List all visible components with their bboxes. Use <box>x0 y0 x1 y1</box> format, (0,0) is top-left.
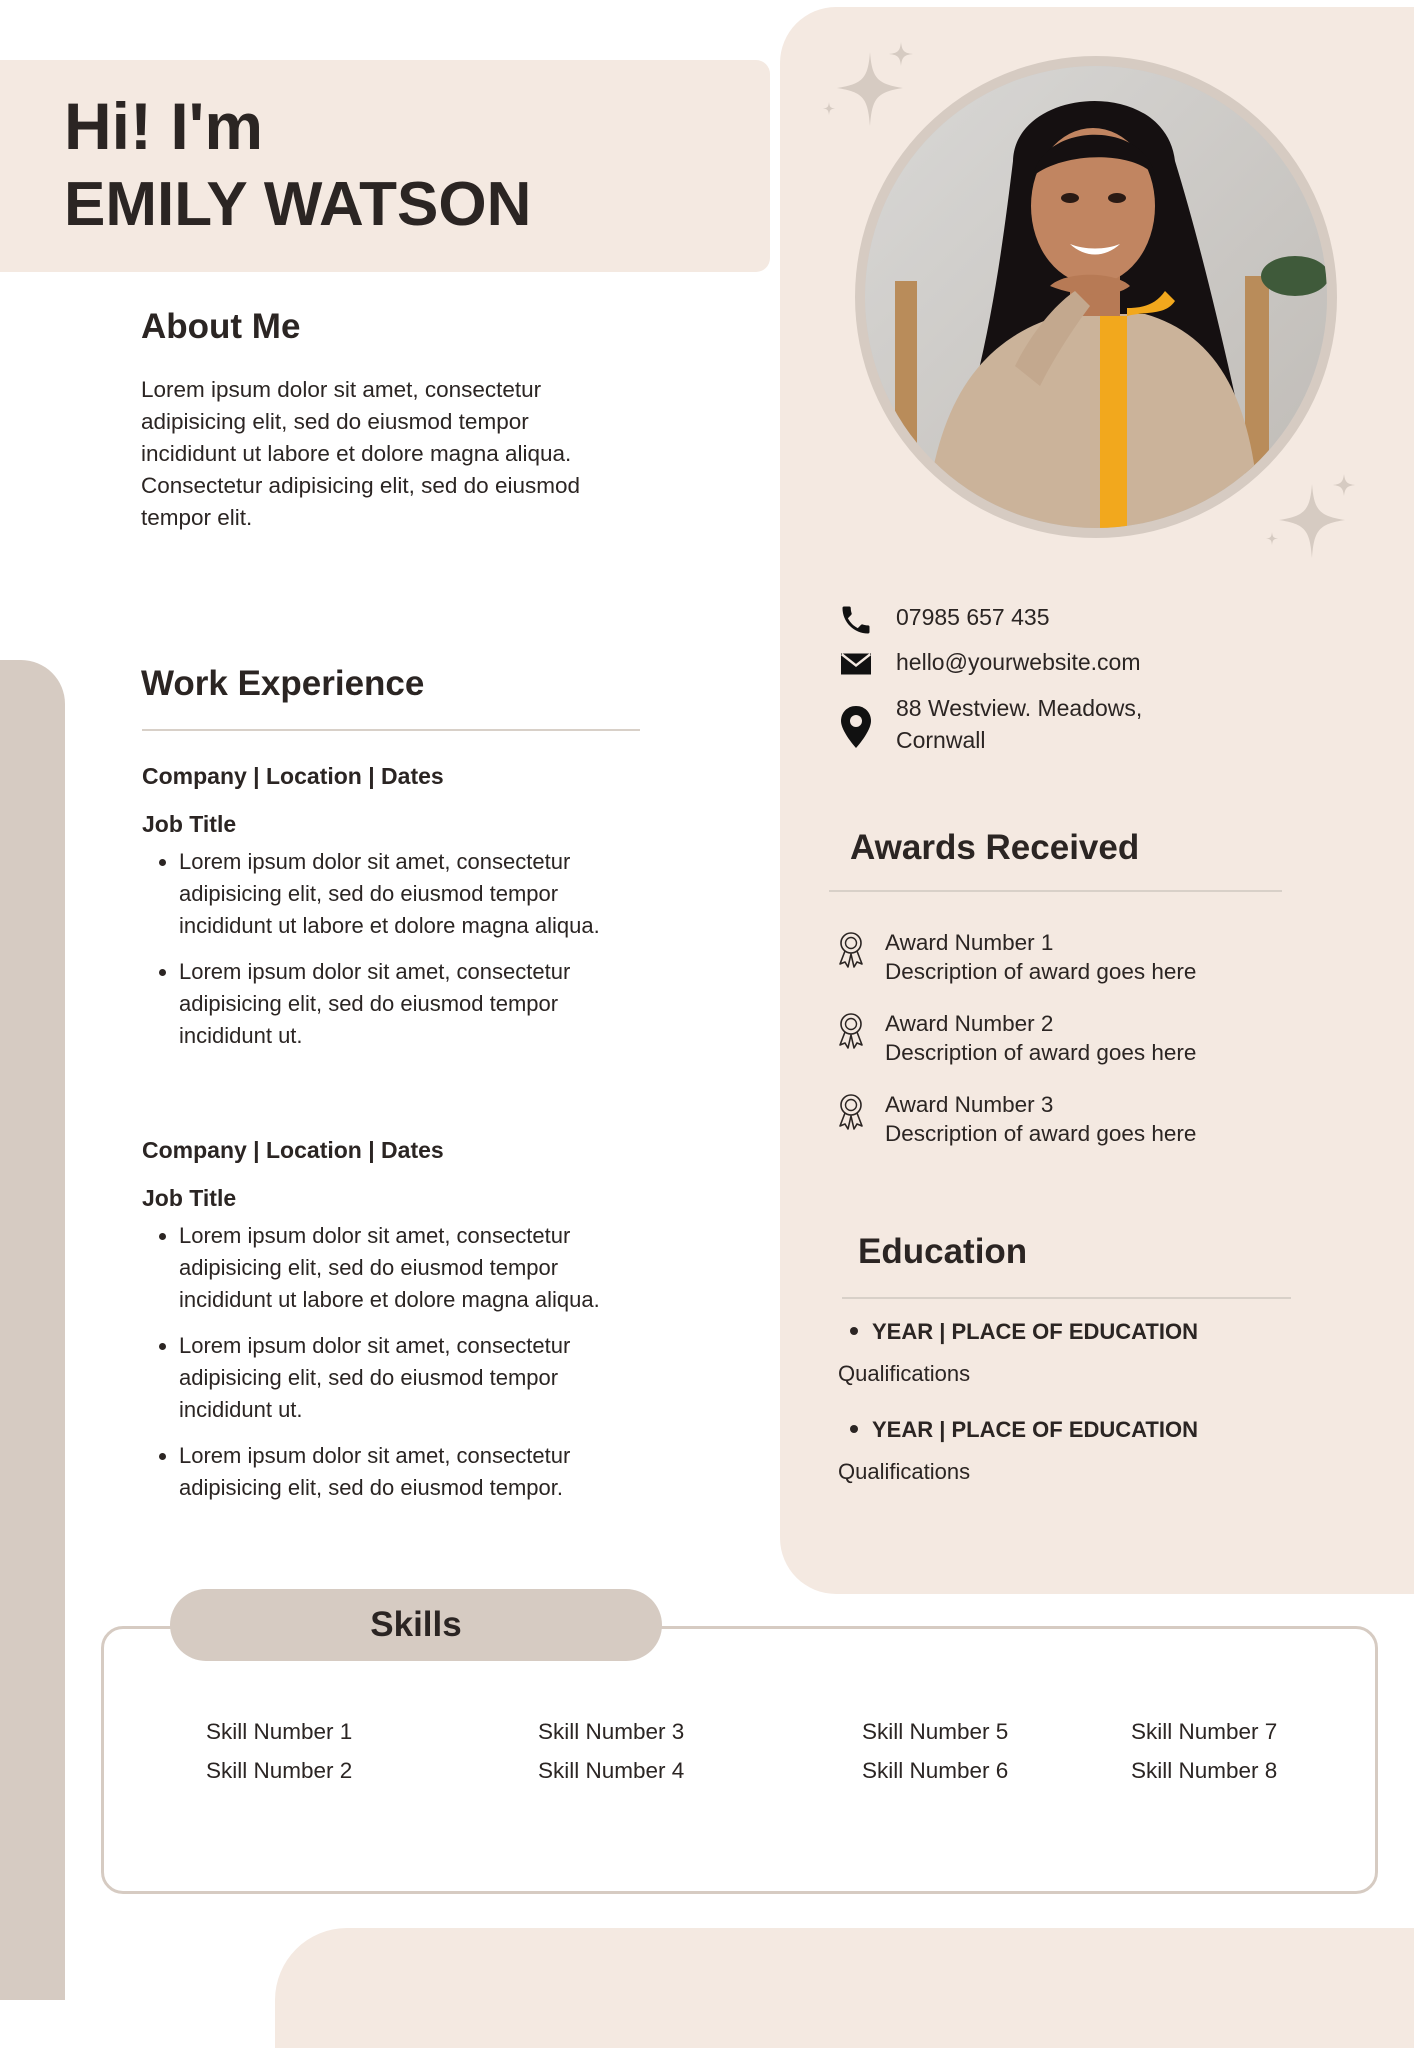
award-name: Award Number 1 <box>885 930 1054 955</box>
left-accent-bar <box>0 660 65 2000</box>
work-divider <box>142 729 640 731</box>
job-header: Company | Location | Dates <box>142 763 444 789</box>
education-heading: YEAR | PLACE OF EDUCATION <box>872 1417 1198 1442</box>
skill-item: Skill Number 7 <box>1131 1719 1278 1744</box>
contact-phone: 07985 657 435 <box>896 604 1050 630</box>
skill-item: Skill Number 4 <box>538 1758 685 1783</box>
job-entry-2 <box>142 1134 642 1518</box>
award-description: Description of award goes here <box>885 959 1197 984</box>
job-bullet: • Lorem ipsum dolor sit amet, consectetur adipisicing elit, sed do eiusmod tempor incididunt ut. <box>179 1330 642 1426</box>
award-name: Award Number 2 <box>885 1011 1054 1036</box>
award-description: Description of award goes here <box>885 1121 1197 1146</box>
award-ribbon-icon <box>836 1092 866 1132</box>
awards-divider <box>829 890 1282 892</box>
job-bullet: • Lorem ipsum dolor sit amet, consectetur adipisicing elit, sed do eiusmod tempor. <box>179 1440 642 1504</box>
bullet-dot <box>850 1425 858 1433</box>
contact-email: hello@yourwebsite.com <box>896 649 1141 675</box>
sparkle-icon <box>1255 470 1365 570</box>
contact-address-line2: Cornwall <box>896 727 986 753</box>
contact-address-line1: 88 Westview. Meadows, <box>896 695 1143 721</box>
education-qualification: Qualifications <box>838 1361 971 1386</box>
award-ribbon-icon <box>836 1011 866 1051</box>
education-item-1 <box>838 1316 1198 1390</box>
skill-item: Skill Number 2 <box>206 1758 353 1783</box>
email-icon <box>838 646 874 682</box>
work-experience-title: Work Experience <box>141 664 425 703</box>
bottom-accent-shape <box>275 1928 1414 2048</box>
job-entry-1 <box>142 760 642 1066</box>
skill-item: Skill Number 1 <box>206 1719 353 1744</box>
job-bullet: • Lorem ipsum dolor sit amet, consectetur adipisicing elit, sed do eiusmod tempor incididunt ut labore et dolore magna aliqua. <box>179 846 642 942</box>
job-title: Job Title <box>142 1185 237 1211</box>
skills-title: Skills <box>170 1589 662 1661</box>
award-item-1 <box>885 928 1196 986</box>
job-header: Company | Location | Dates <box>142 1137 444 1163</box>
job-bullets <box>142 846 642 1052</box>
hero-name: EMILY WATSON <box>64 170 532 239</box>
job-bullet: • Lorem ipsum dolor sit amet, consectetur adipisicing elit, sed do eiusmod tempor incididunt ut. <box>179 956 642 1052</box>
about-text: Lorem ipsum dolor sit amet, consectetur adipisicing elit, sed do eiusmod tempor incididunt ut labore et dolore magna aliqua. Consectetur adipisicing elit, sed do eiusmod tempor elit. <box>141 377 580 530</box>
job-bullets <box>142 1220 642 1504</box>
award-item-3 <box>885 1090 1196 1148</box>
skill-item: Skill Number 6 <box>862 1758 1009 1783</box>
phone-icon <box>838 602 874 638</box>
education-divider <box>842 1297 1291 1299</box>
sparkle-icon <box>815 40 925 140</box>
profile-photo <box>865 66 1327 528</box>
skill-item: Skill Number 8 <box>1131 1758 1278 1783</box>
education-item-2 <box>838 1414 1198 1488</box>
skill-item: Skill Number 3 <box>538 1719 685 1744</box>
awards-title: Awards Received <box>850 828 1140 867</box>
hero-greeting: Hi! I'm <box>64 89 264 163</box>
award-ribbon-icon <box>836 930 866 970</box>
award-description: Description of award goes here <box>885 1040 1197 1065</box>
education-qualification: Qualifications <box>838 1459 971 1484</box>
skill-item: Skill Number 5 <box>862 1719 1009 1744</box>
location-icon <box>838 704 874 750</box>
education-heading: YEAR | PLACE OF EDUCATION <box>872 1319 1198 1344</box>
education-title: Education <box>858 1232 1028 1271</box>
bullet-dot <box>850 1327 858 1335</box>
award-name: Award Number 3 <box>885 1092 1054 1117</box>
about-title: About Me <box>141 307 301 346</box>
job-title: Job Title <box>142 811 237 837</box>
job-bullet: • Lorem ipsum dolor sit amet, consectetur adipisicing elit, sed do eiusmod tempor incididunt ut labore et dolore magna aliqua. <box>179 1220 642 1316</box>
award-item-2 <box>885 1009 1196 1067</box>
